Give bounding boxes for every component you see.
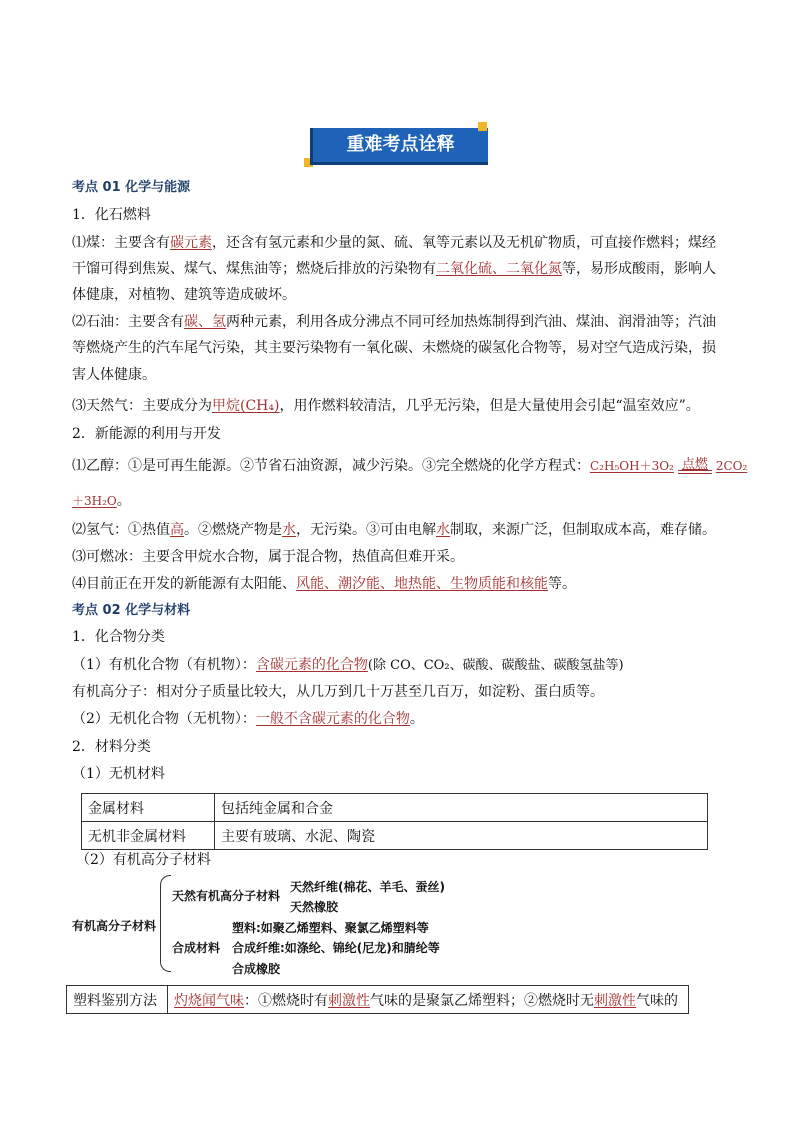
paragraph-line: ⑵氢气：①热值高。②燃烧产物是水，无污染。③可由电解水制取，来源广泛，但制取成本高，难存储。 xyxy=(72,522,716,538)
tree-leaf: 合成橡胶 xyxy=(232,962,281,976)
inorganic-materials-table xyxy=(81,793,708,850)
paragraph-line: 有机高分子：相对分子质量比较大，从几万到几十万甚至几百万，如淀粉、蛋白质等。 xyxy=(72,684,604,700)
subheading: 1．化合物分类 xyxy=(72,629,165,645)
paragraph-line: 体健康，对植物、建筑等造成破坏。 xyxy=(72,287,296,303)
table-cell: 灼烧闻气味：①燃烧时有刺激性气味的是聚氯乙烯塑料；②燃烧时无刺激性气味的 xyxy=(168,986,689,1014)
section-heading: 考点 01 化学与能源 xyxy=(72,180,191,195)
table-row xyxy=(82,822,708,850)
banner-decor-square xyxy=(478,122,487,131)
banner-title: 重难考点诠释 xyxy=(310,128,488,165)
paragraph-line: ⑶天然气：主要成分为甲烷(CH₄)，用作燃料较清洁，几乎无污染，但是大量使用会引起“温室效应”。 xyxy=(72,398,700,414)
subheading: 2．材料分类 xyxy=(72,739,151,755)
paragraph-line: ⑵石油：主要含有碳、氢两种元素，利用各成分沸点不同可经加热炼制得到汽油、煤油、润滑油等；汽油 xyxy=(72,314,716,330)
paragraph-line: ⑴煤：主要含有碳元素，还含有氢元素和少量的氮、硫、氧等元素以及无机矿物质，可直接作燃料；煤经 xyxy=(72,235,716,251)
paragraph-line: ⑷目前正在开发的新能源有太阳能、风能、潮汐能、地热能、生物质能和核能等。 xyxy=(72,576,576,592)
paragraph-line: ⑴乙醇：①是可再生能源。②节省石油资源，减少污染。③完全燃烧的化学方程式：C₂H₅OH＋3O₂ 点燃 2CO₂ xyxy=(72,456,748,474)
table-cell: 主要有玻璃、水泥、陶瓷 xyxy=(215,822,708,850)
paragraph-line: ⑶可燃冰：主要含甲烷水合物，属于混合物，热值高但难开采。 xyxy=(72,549,464,565)
tree-leaf: 合成纤维:如涤纶、锦纶(尼龙)和腈纶等 xyxy=(232,941,440,955)
subheading: 1．化石燃料 xyxy=(72,207,151,223)
table-cell: 无机非金属材料 xyxy=(82,822,215,850)
paragraph-line: （1）有机化合物（有机物）：含碳元素的化合物(除 CO、CO₂、碳酸、碳酸盐、碳酸氢盐等) xyxy=(72,657,624,673)
plastic-identification-table xyxy=(66,985,689,1014)
reaction-condition: 点燃 xyxy=(678,459,712,474)
tree-root: 有机高分子材料 xyxy=(72,919,157,933)
paragraph-line: 等燃烧产生的汽车尾气污染，其主要污染物有一氧化碳、未燃烧的碳氢化合物等，易对空气造成污染，损 xyxy=(72,340,716,356)
paragraph-line: （2）无机化合物（无机物）：一般不含碳元素的化合物。 xyxy=(72,711,424,727)
subheading: （1）无机材料 xyxy=(72,766,165,782)
tree-leaf: 天然橡胶 xyxy=(290,900,339,914)
tree-leaf: 天然纤维(棉花、羊毛、蚕丝) xyxy=(290,880,445,894)
section-heading: 考点 02 化学与材料 xyxy=(72,603,191,618)
table-row xyxy=(82,794,708,822)
table-cell: 包括纯金属和合金 xyxy=(215,794,708,822)
table-cell: 金属材料 xyxy=(82,794,215,822)
subheading: （2）有机高分子材料 xyxy=(76,852,211,868)
tree-node: 合成材料 xyxy=(172,941,221,955)
table-row xyxy=(67,986,689,1014)
paragraph-line: 害人体健康。 xyxy=(72,367,156,383)
paragraph-line: ＋3H₂O。 xyxy=(72,493,131,509)
tree-node: 天然有机高分子材料 xyxy=(172,889,281,903)
table-cell: 塑料鉴别方法 xyxy=(67,986,168,1014)
paragraph-line: 干馏可得到焦炭、煤气、煤焦油等；燃烧后排放的污染物有二氧化硫、二氧化氮等，易形成酸雨，影响人 xyxy=(72,261,716,277)
subheading: 2．新能源的利用与开发 xyxy=(72,426,221,442)
tree-leaf: 塑料:如聚乙烯塑料、聚氯乙烯塑料等 xyxy=(232,921,429,935)
brace xyxy=(160,875,171,972)
